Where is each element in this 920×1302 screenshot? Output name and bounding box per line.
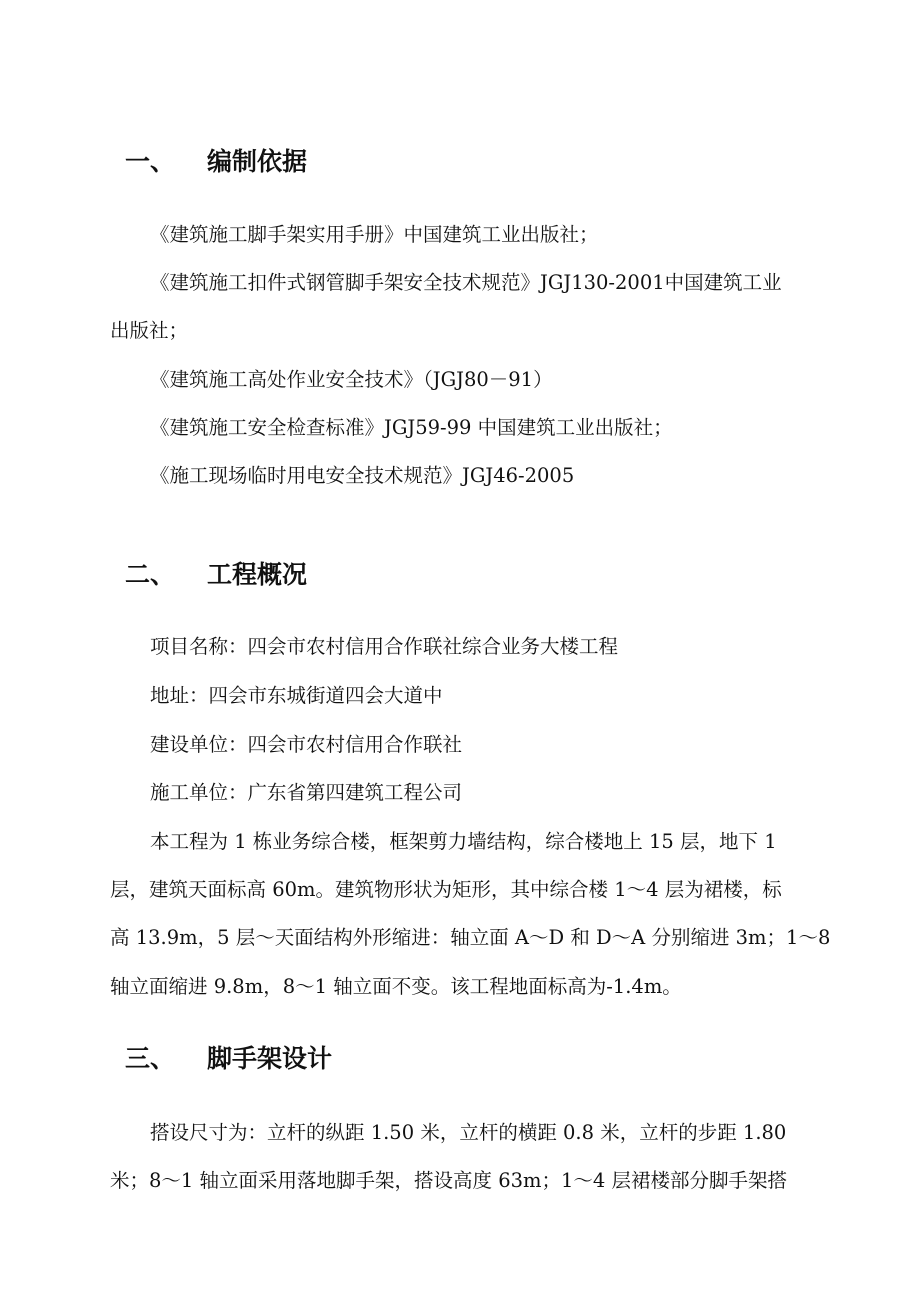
section-heading-design — [125, 1043, 332, 1075]
basis-item-text: 《建筑施工扣件式钢管脚手架安全技术规范》JGJ130-2001中国建筑工业 — [150, 271, 782, 294]
basis-item: 《建筑施工高处作业安全技术》（JGJ80－91） — [150, 368, 553, 391]
section-heading-overview — [125, 559, 307, 591]
section-title: 编制依据 — [207, 147, 308, 176]
overview-paragraph-line: 本工程为 1 栋业务综合楼，框架剪力墙结构，综合楼地上 15 层，地下 1 — [150, 830, 777, 853]
overview-paragraph-line: 高 13.9m，5 层～天面结构外形缩进：轴立面 A～D 和 D～A 分别缩进 3m；1～8 — [110, 926, 831, 949]
overview-line: 项目名称：四会市农村信用合作联社综合业务大楼工程 — [150, 635, 619, 658]
design-paragraph-line: 米；8～1 轴立面采用落地脚手架，搭设高度 63m；1～4 层裙楼部分脚手架搭 — [110, 1169, 788, 1192]
basis-item: 《建筑施工安全检查标准》JGJ59-99 中国建筑工业出版社； — [150, 416, 673, 439]
overview-line: 施工单位：广东省第四建筑工程公司 — [150, 781, 463, 804]
section-title: 工程概况 — [207, 560, 308, 589]
overview-paragraph-line: 层，建筑天面标高 60m。建筑物形状为矩形，其中综合楼 1～4 层为裙楼，标 — [110, 878, 782, 901]
section-number: 二、 — [125, 560, 176, 589]
basis-item: 《施工现场临时用电安全技术规范》JGJ46-2005 — [150, 464, 575, 487]
overview-line: 地址：四会市东城街道四会大道中 — [150, 684, 443, 707]
basis-item-continuation: 出版社； — [110, 319, 189, 342]
section-number: 一、 — [125, 147, 176, 176]
basis-item: 《建筑施工脚手架实用手册》中国建筑工业出版社； — [150, 223, 599, 246]
basis-item — [150, 270, 830, 296]
overview-line: 建设单位：四会市农村信用合作联社 — [150, 733, 463, 756]
overview-paragraph-line: 轴立面缩进 9.8m，8～1 轴立面不变。该工程地面标高为-1.4m。 — [110, 975, 682, 998]
section-heading-basis — [125, 146, 307, 178]
section-number: 三、 — [125, 1044, 176, 1073]
section-title: 脚手架设计 — [207, 1044, 333, 1073]
design-paragraph-line: 搭设尺寸为：立杆的纵距 1.50 米，立杆的横距 0.8 米，立杆的步距 1.80 — [150, 1121, 787, 1144]
